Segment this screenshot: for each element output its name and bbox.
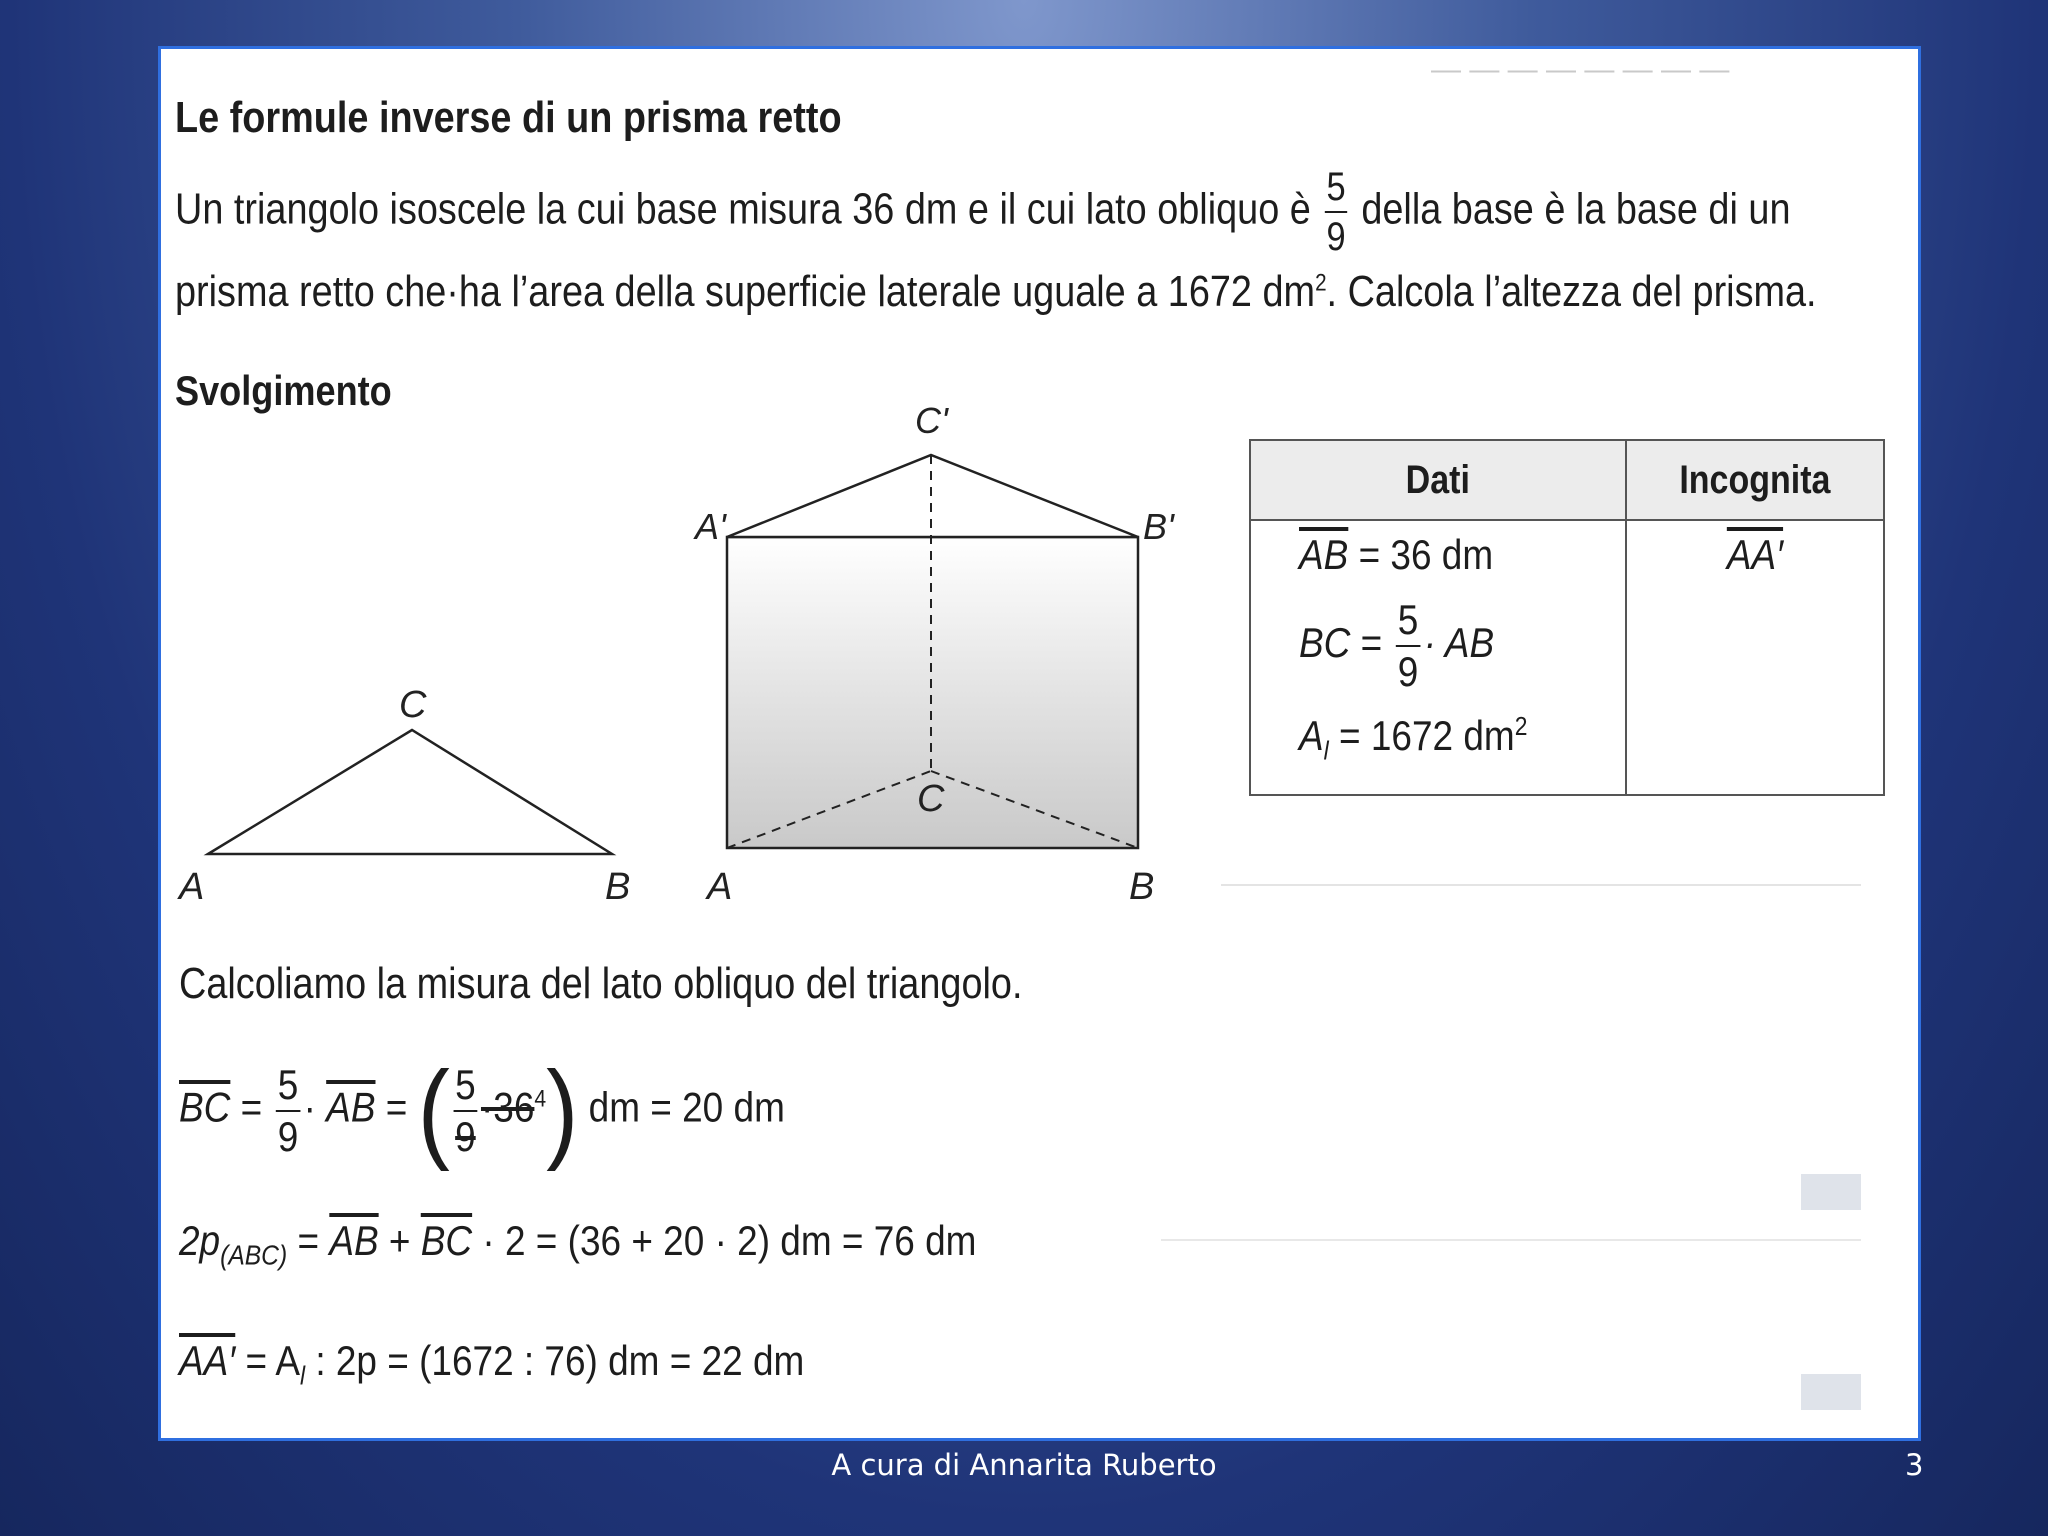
fraction-five-ninths — [1396, 596, 1420, 695]
calculation-intro: Calcoliamo la misura del lato obliquo del triangolo. — [179, 959, 1023, 1008]
segment-ab: $\overline{AB}$ — [326, 1083, 376, 1131]
slide-content-panel — [158, 46, 1921, 1441]
equals-sign: = — [230, 1083, 273, 1131]
value-text: · AB — [1423, 619, 1495, 667]
table-cell-incognita — [1626, 520, 1884, 795]
prism-top-face — [727, 455, 1138, 537]
header-text: Incognita — [1679, 457, 1831, 502]
equation-perimeter — [179, 1217, 976, 1271]
fraction-denominator: 9 — [1326, 215, 1346, 259]
footer-page-number: 3 — [1905, 1448, 1924, 1482]
triangle-label-c: C — [399, 684, 427, 726]
lateral-area-symbol: = A — [235, 1337, 300, 1384]
segment-bc: BC — [1299, 619, 1351, 667]
fraction-numerator: 5 — [1396, 599, 1420, 647]
subscript: l — [1323, 735, 1329, 766]
fraction-five-ninths — [453, 1060, 477, 1160]
bleed-through-line — [1161, 1239, 1861, 1241]
table-header-incognita — [1626, 440, 1884, 520]
superscript: 2 — [1315, 269, 1327, 297]
equals-sign: = — [287, 1217, 330, 1264]
triangle-label-b: B — [605, 866, 631, 908]
prism-label-c-prime: C' — [915, 400, 948, 441]
triangle-label-a: A — [179, 866, 205, 908]
plus-sign: + — [378, 1217, 421, 1264]
multiply-sign: · — [303, 1083, 327, 1131]
prism-label-a-prime: A' — [695, 506, 726, 547]
data-table — [1249, 439, 1885, 796]
value-text: dm = 20 dm — [578, 1083, 785, 1131]
segment-bc: $\overline{BC}$ — [179, 1083, 231, 1131]
right-paren-icon: ) — [546, 1049, 579, 1172]
fraction-denominator: 9 — [1397, 648, 1419, 695]
prism-label-c: C — [917, 778, 945, 820]
prism-label-b-prime: B' — [1143, 506, 1174, 547]
footer-author: A cura di Annarita Ruberto — [831, 1448, 1217, 1482]
fraction-denominator-cancelled: 9 — [455, 1112, 476, 1160]
header-text: Dati — [1405, 457, 1471, 502]
bleed-through-mark — [1801, 1374, 1861, 1410]
fraction-five-ninths — [276, 1060, 300, 1160]
problem-text-part: Un triangolo isoscele la cui base misura 36 dm e il cui lato obliquo è — [175, 184, 1311, 234]
value-text: = 1672 dm — [1328, 712, 1515, 759]
given-bc — [1299, 596, 1586, 695]
problem-text-part: della base è la base di un — [1361, 184, 1791, 234]
table-cell-dati — [1250, 520, 1626, 795]
subscript: l — [299, 1360, 306, 1391]
segment-bc: $\overline{BC}$ — [420, 1217, 473, 1264]
fraction-numerator: 5 — [1325, 167, 1348, 213]
cancelled-factor: ·36 — [480, 1083, 535, 1131]
equation-height — [179, 1337, 804, 1391]
superscript: 2 — [1514, 711, 1528, 741]
section-heading: Svolgimento — [175, 367, 392, 414]
equation-bc — [179, 1047, 785, 1174]
value-text: = 36 dm — [1348, 531, 1494, 578]
segment-ab: $\overline{AB}$ — [329, 1217, 379, 1264]
problem-text-part: . Calcola l’altezza del prisma. — [1326, 267, 1817, 316]
table-header-dati — [1250, 440, 1626, 520]
subscript: (ABC) — [220, 1239, 288, 1271]
equals-sign: = — [1350, 619, 1393, 667]
left-paren-icon: ( — [417, 1049, 450, 1172]
given-al — [1299, 711, 1586, 766]
bleed-through-mark — [1801, 1174, 1861, 1210]
bleed-through-text: — — — — — — — — — [1431, 53, 1730, 86]
document-title: Le formule inverse di un prisma retto — [175, 93, 842, 142]
isosceles-triangle — [208, 730, 612, 854]
segment-ab: $\overline{AB}$ — [1299, 531, 1349, 578]
problem-text-part: prisma retto che·ha l’area della superficie laterale uguale a 1672 dm — [175, 267, 1316, 316]
given-ab — [1299, 531, 1586, 579]
prism-label-b: B — [1129, 866, 1155, 908]
lateral-area-symbol: A — [1299, 712, 1324, 759]
perimeter-symbol: 2p — [179, 1217, 221, 1264]
bleed-through-line — [1221, 884, 1861, 886]
fraction-numerator: 5 — [276, 1064, 300, 1112]
superscript: 4 — [534, 1085, 547, 1113]
value-text: · 2 = (36 + 20 · 2) dm = 76 dm — [472, 1217, 977, 1264]
segment-aa-prime: AA′ — [179, 1337, 236, 1384]
prism-label-a: A — [707, 866, 733, 908]
fraction-denominator: 9 — [277, 1112, 299, 1160]
unknown-aa-prime: AA′ — [1726, 531, 1784, 578]
value-text: : 2p = (1672 : 76) dm = 22 dm — [305, 1337, 805, 1384]
equals-sign: = — [375, 1083, 418, 1131]
fraction-numerator: 5 — [453, 1064, 477, 1112]
